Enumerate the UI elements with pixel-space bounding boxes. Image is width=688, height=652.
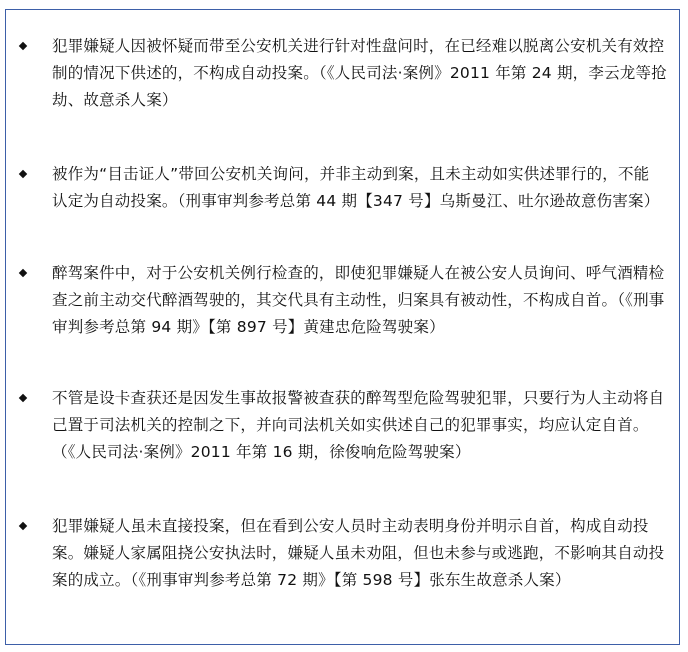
list-item-text [52,513,667,594]
text-line: 案。嫌疑人家属阻挠公安执法时，嫌疑人虽未劝阻，但也未参与或逃跑，不影响其自动投 [52,544,665,562]
text-line: （《人民司法·案例》2011 年第 16 期，徐俊响危险驾驶案） [52,443,471,461]
text-line: 犯罪嫌疑人因被怀疑而带至公安机关进行针对性盘问时，在已经难以脱离公安机关有效控 [52,37,665,55]
list-item-text [52,260,667,341]
text-line: 己置于司法机关的控制之下，并向司法机关如实供述自己的犯罪事实，均应认定自首。 [52,416,649,434]
text-line: 被作为“目击证人”带回公安机关询问，并非主动到案，且未主动如实供述罪行的，不能 [52,165,650,183]
text-line: 劫、故意杀人案） [52,91,178,109]
text-line: 查之前主动交代醉酒驾驶的，其交代具有主动性，归案具有被动性，不构成自首。（《刑事 [52,291,665,309]
text-line: 案的成立。（《刑事审判参考总第 72 期》【第 598 号】张东生故意杀人案） [52,571,571,589]
text-line: 审判参考总第 94 期》【第 897 号】黄建忠危险驾驶案） [52,318,445,336]
text-line: 不管是设卡查获还是因发生事故报警被查获的醉驾型危险驾驶犯罪，只要行为人主动将自 [52,389,665,407]
text-line: 制的情况下供述的，不构成自动投案。（《人民司法·案例》2011 年第 24 期，李云龙等抢 [52,64,667,82]
text-line: 犯罪嫌疑人虽未直接投案，但在看到公安人员时主动表明身份并明示自首，构成自动投 [52,517,649,535]
list-item-text [52,33,667,114]
list-item-text [52,385,667,466]
text-line: 醉驾案件中，对于公安机关例行检查的，即使犯罪嫌疑人在被公安人员询问、呼气酒精检 [52,264,665,282]
list-item-text [52,161,667,215]
text-line: 认定为自动投案。（刑事审判参考总第 44 期【347 号】乌斯曼江、吐尔逊故意伤害案） [52,192,660,210]
